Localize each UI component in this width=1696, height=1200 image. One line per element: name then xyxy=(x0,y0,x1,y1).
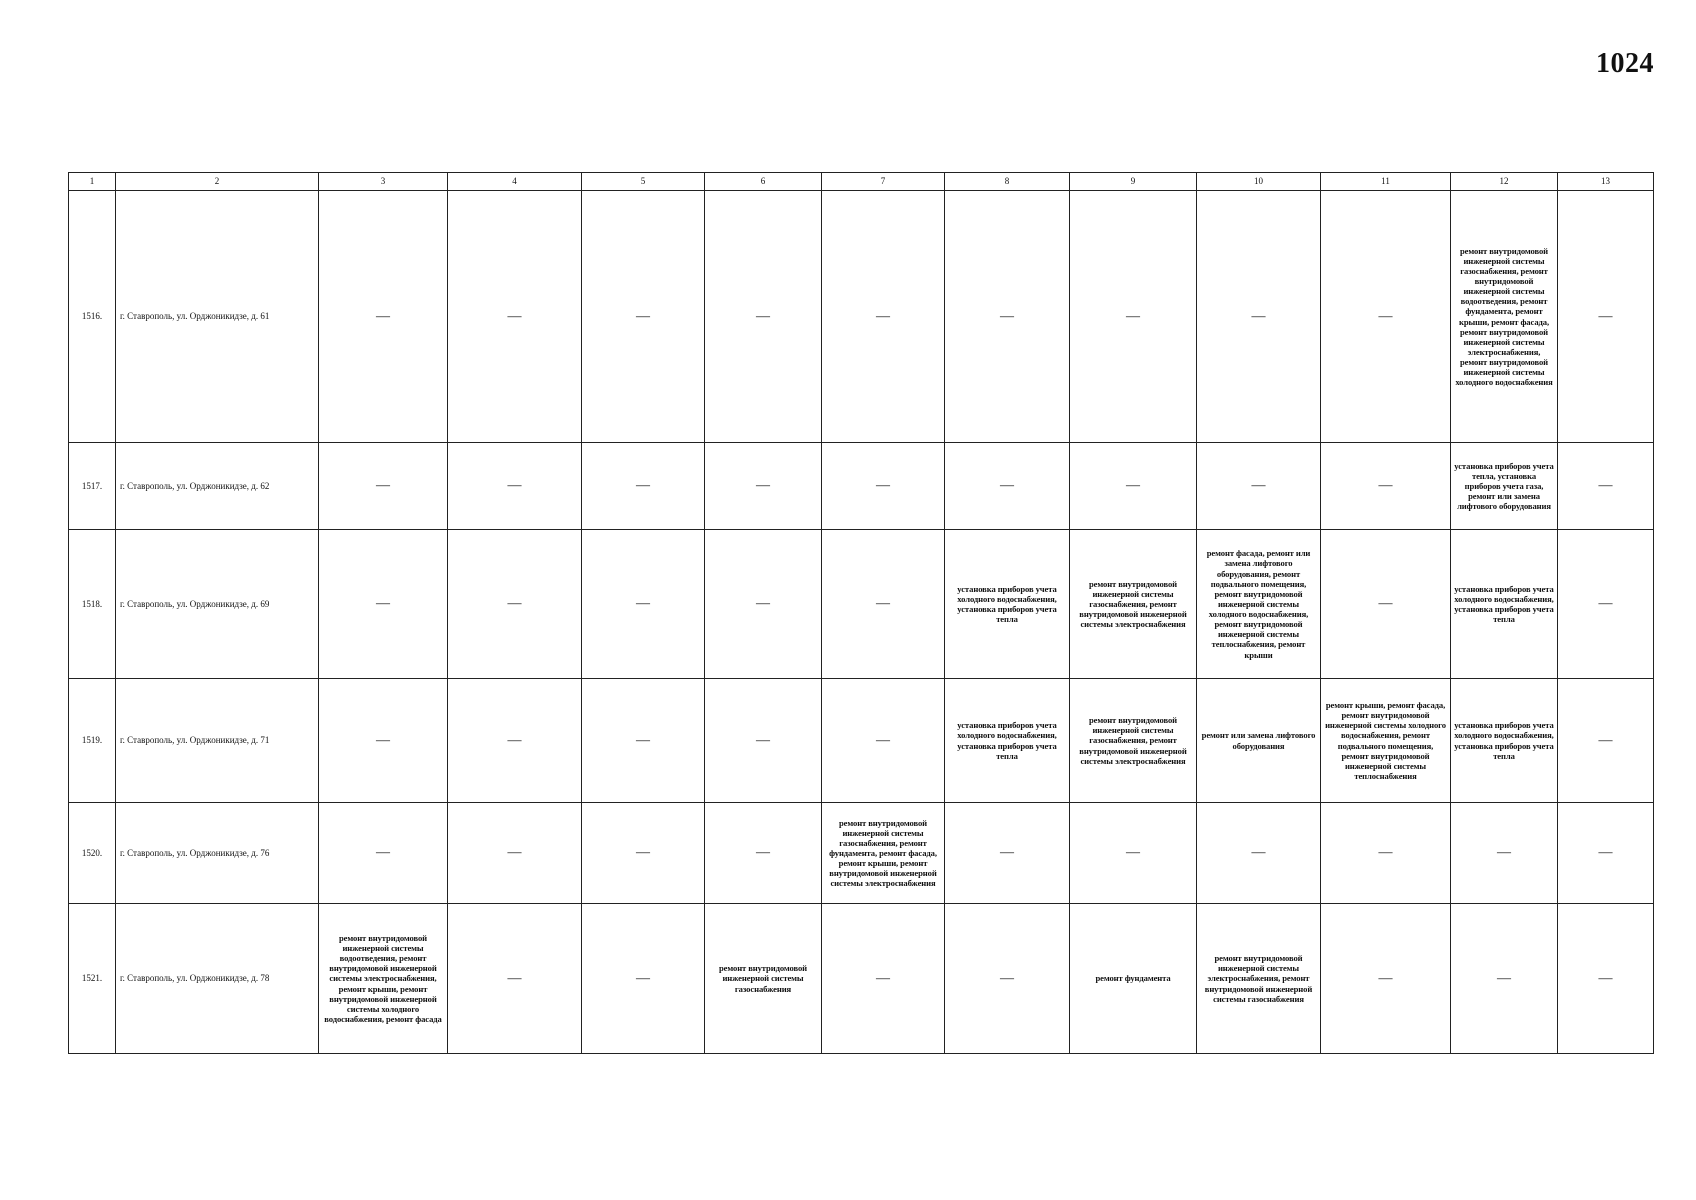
empty-dash: — xyxy=(1000,845,1014,860)
empty-dash: — xyxy=(636,478,650,493)
table-cell xyxy=(319,679,448,803)
empty-dash: — xyxy=(756,596,770,611)
table-cell xyxy=(1197,443,1321,530)
empty-dash: — xyxy=(1598,970,1613,986)
header-row xyxy=(69,173,1654,191)
table-cell xyxy=(319,191,448,443)
column-header: 12 xyxy=(1451,173,1558,191)
table-cell xyxy=(705,530,822,679)
column-header: 2 xyxy=(116,173,319,191)
row-address: г. Ставрополь, ул. Орджоникидзе, д. 62 xyxy=(116,443,319,530)
empty-dash: — xyxy=(507,478,522,493)
row-number: 1518. xyxy=(69,530,116,679)
empty-dash: — xyxy=(1497,845,1511,860)
table-cell xyxy=(1197,191,1321,443)
column-header: 10 xyxy=(1197,173,1321,191)
empty-dash: — xyxy=(1598,732,1613,748)
table-cell xyxy=(1321,191,1451,443)
row-number: 1521. xyxy=(69,904,116,1054)
table-cell xyxy=(448,679,582,803)
empty-dash: — xyxy=(1378,845,1393,860)
work-description-cell: установка приборов учета холодного водоснабжения, установка приборов учета тепла xyxy=(945,679,1070,803)
work-description-cell: установка приборов учета холодного водоснабжения, установка приборов учета тепла xyxy=(945,530,1070,679)
empty-dash: — xyxy=(756,732,770,748)
table-cell xyxy=(1197,803,1321,904)
column-header: 5 xyxy=(582,173,705,191)
row-address: г. Ставрополь, ул. Орджоникидзе, д. 61 xyxy=(116,191,319,443)
table-cell xyxy=(1321,803,1451,904)
empty-dash: — xyxy=(876,970,890,986)
empty-dash: — xyxy=(507,596,522,611)
table-cell xyxy=(1321,530,1451,679)
row-address: г. Ставрополь, ул. Орджоникидзе, д. 78 xyxy=(116,904,319,1054)
work-description-cell: ремонт внутридомовой инженерной системы газоснабжения xyxy=(705,904,822,1054)
work-description-cell: ремонт внутридомовой инженерной системы газоснабжения, ремонт внутридомовой инженерной системы водоотведения, ремонт фундамента, ремонт крыши, ремонт фасада, ремонт внутридомовой инженерной системы электроснабжения, ремонт внутридомовой инженерной системы холодного водоснабжения xyxy=(1451,191,1558,443)
work-description-cell: ремонт фундамента xyxy=(1070,904,1197,1054)
row-address: г. Ставрополь, ул. Орджоникидзе, д. 69 xyxy=(116,530,319,679)
empty-dash: — xyxy=(376,478,390,493)
row-number: 1517. xyxy=(69,443,116,530)
table-cell xyxy=(1070,191,1197,443)
empty-dash: — xyxy=(636,845,650,860)
empty-dash: — xyxy=(507,970,522,986)
empty-dash: — xyxy=(376,845,390,860)
empty-dash: — xyxy=(876,596,890,611)
table-cell xyxy=(822,679,945,803)
empty-dash: — xyxy=(376,596,390,611)
table-cell xyxy=(1451,904,1558,1054)
table-cell xyxy=(705,679,822,803)
table-cell xyxy=(319,443,448,530)
empty-dash: — xyxy=(876,732,890,748)
column-header: 8 xyxy=(945,173,1070,191)
empty-dash: — xyxy=(1126,845,1140,860)
table-cell xyxy=(582,803,705,904)
table-row xyxy=(69,443,1654,530)
empty-dash: — xyxy=(876,308,890,324)
column-header: 9 xyxy=(1070,173,1197,191)
table-cell xyxy=(1451,803,1558,904)
table-cell xyxy=(1070,443,1197,530)
table-cell xyxy=(582,679,705,803)
table-cell xyxy=(822,904,945,1054)
work-description-cell: ремонт внутридомовой инженерной системы электроснабжения, ремонт внутридомовой инженерной системы газоснабжения xyxy=(1197,904,1321,1054)
table-cell xyxy=(448,443,582,530)
work-description-cell: установка приборов учета холодного водоснабжения, установка приборов учета тепла xyxy=(1451,530,1558,679)
empty-dash: — xyxy=(1598,478,1613,493)
empty-dash: — xyxy=(636,970,650,986)
table-cell xyxy=(582,191,705,443)
table-cell xyxy=(705,191,822,443)
empty-dash: — xyxy=(1378,596,1393,611)
work-description-cell: ремонт внутридомовой инженерной системы водоотведения, ремонт внутридомовой инженерной системы электроснабжения, ремонт крыши, ремонт внутридомовой инженерной системы холодного водоснабжения, ремонт фасада xyxy=(319,904,448,1054)
table-cell xyxy=(945,904,1070,1054)
empty-dash: — xyxy=(1251,845,1266,860)
table-cell xyxy=(945,803,1070,904)
empty-dash: — xyxy=(1126,308,1140,324)
table-row xyxy=(69,191,1654,443)
row-number: 1519. xyxy=(69,679,116,803)
empty-dash: — xyxy=(1378,970,1393,986)
column-header: 11 xyxy=(1321,173,1451,191)
table-cell xyxy=(582,530,705,679)
empty-dash: — xyxy=(507,845,522,860)
table-cell xyxy=(1070,803,1197,904)
table-cell xyxy=(1558,191,1654,443)
work-description-cell: установка приборов учета тепла, установка приборов учета газа, ремонт или замена лифтового оборудования xyxy=(1451,443,1558,530)
table-cell xyxy=(705,443,822,530)
row-number: 1516. xyxy=(69,191,116,443)
column-header: 1 xyxy=(69,173,116,191)
column-header: 4 xyxy=(448,173,582,191)
table-cell xyxy=(1558,679,1654,803)
work-description-cell: ремонт внутридомовой инженерной системы газоснабжения, ремонт внутридомовой инженерной системы электроснабжения xyxy=(1070,679,1197,803)
empty-dash: — xyxy=(1378,478,1393,493)
table-cell xyxy=(448,904,582,1054)
empty-dash: — xyxy=(1000,970,1014,986)
row-number: 1520. xyxy=(69,803,116,904)
table-cell xyxy=(945,191,1070,443)
empty-dash: — xyxy=(756,478,770,493)
column-header: 6 xyxy=(705,173,822,191)
empty-dash: — xyxy=(1598,596,1613,611)
empty-dash: — xyxy=(507,732,522,748)
table-cell xyxy=(319,530,448,679)
work-description-cell: ремонт или замена лифтового оборудования xyxy=(1197,679,1321,803)
row-address: г. Ставрополь, ул. Орджоникидзе, д. 71 xyxy=(116,679,319,803)
column-header: 13 xyxy=(1558,173,1654,191)
work-description-cell: ремонт внутридомовой инженерной системы газоснабжения, ремонт внутридомовой инженерной системы электроснабжения xyxy=(1070,530,1197,679)
empty-dash: — xyxy=(1126,478,1140,493)
empty-dash: — xyxy=(756,308,770,324)
column-header: 3 xyxy=(319,173,448,191)
table-row xyxy=(69,904,1654,1054)
table-cell xyxy=(582,904,705,1054)
empty-dash: — xyxy=(1000,478,1014,493)
empty-dash: — xyxy=(1378,308,1393,324)
empty-dash: — xyxy=(376,732,390,748)
table-cell xyxy=(1321,904,1451,1054)
table-cell xyxy=(705,803,822,904)
empty-dash: — xyxy=(507,308,522,324)
empty-dash: — xyxy=(1000,308,1014,324)
table-cell xyxy=(1558,530,1654,679)
table-cell xyxy=(582,443,705,530)
work-description-cell: установка приборов учета холодного водоснабжения, установка приборов учета тепла xyxy=(1451,679,1558,803)
empty-dash: — xyxy=(636,732,650,748)
table-cell xyxy=(822,443,945,530)
empty-dash: — xyxy=(1497,970,1511,986)
column-header: 7 xyxy=(822,173,945,191)
table-cell xyxy=(1558,904,1654,1054)
page-number: 1024 xyxy=(1596,48,1654,79)
table-cell xyxy=(822,530,945,679)
empty-dash: — xyxy=(1598,845,1613,860)
table-cell xyxy=(448,803,582,904)
work-description-cell: ремонт крыши, ремонт фасада, ремонт внутридомовой инженерной системы холодного водоснабжения, ремонт подвального помещения, ремонт внутридомовой инженерной системы теплоснабжения xyxy=(1321,679,1451,803)
empty-dash: — xyxy=(376,308,390,324)
table-cell xyxy=(945,443,1070,530)
table-cell xyxy=(1558,443,1654,530)
table-cell xyxy=(1321,443,1451,530)
table-row xyxy=(69,803,1654,904)
table-cell xyxy=(1558,803,1654,904)
table-row xyxy=(69,530,1654,679)
table-cell xyxy=(448,191,582,443)
empty-dash: — xyxy=(876,478,890,493)
empty-dash: — xyxy=(636,308,650,324)
table-cell xyxy=(319,803,448,904)
table-cell xyxy=(822,191,945,443)
empty-dash: — xyxy=(756,845,770,860)
empty-dash: — xyxy=(636,596,650,611)
empty-dash: — xyxy=(1251,308,1266,324)
empty-dash: — xyxy=(1251,478,1266,493)
row-address: г. Ставрополь, ул. Орджоникидзе, д. 76 xyxy=(116,803,319,904)
table-cell xyxy=(448,530,582,679)
work-description-cell: ремонт внутридомовой инженерной системы газоснабжения, ремонт фундамента, ремонт фасада, ремонт крыши, ремонт внутридомовой инженерной системы электроснабжения xyxy=(822,803,945,904)
repair-schedule-table xyxy=(68,172,1654,1054)
table-row xyxy=(69,679,1654,803)
work-description-cell: ремонт фасада, ремонт или замена лифтового оборудования, ремонт подвального помещения, ремонт внутридомовой инженерной системы холодного водоснабжения, ремонт внутридомовой инженерной системы теплоснабжения, ремонт крыши xyxy=(1197,530,1321,679)
empty-dash: — xyxy=(1598,308,1613,324)
